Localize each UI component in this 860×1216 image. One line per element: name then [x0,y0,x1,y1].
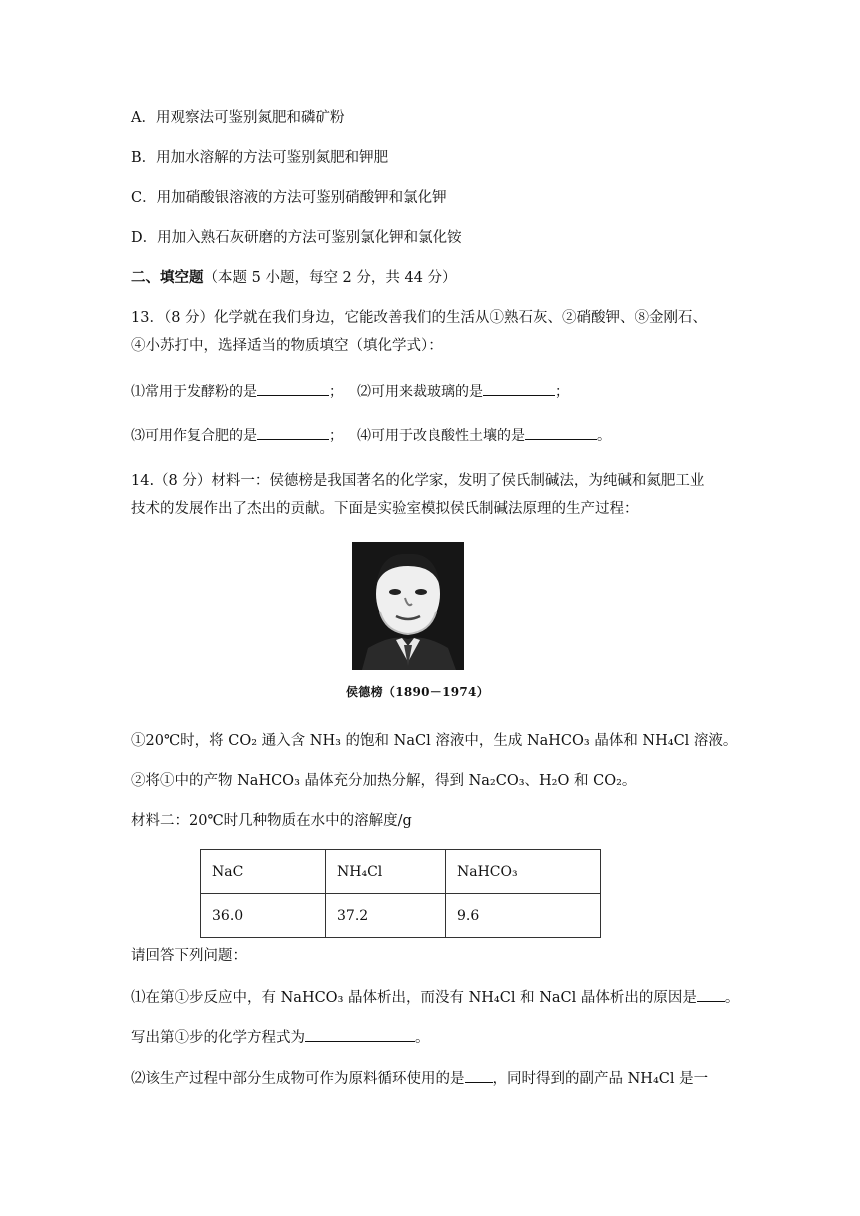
table-cell: 9.6 [446,894,601,938]
q13-answer-blank-2[interactable] [483,381,555,396]
table-header-cell: NaHCO₃ [446,850,601,894]
q14-prompt: 请回答下列问题： [131,948,247,964]
option-a: A．用观察法可鉴别氮肥和磷矿粉 [131,110,345,126]
q14-answer-blank-2[interactable] [305,1027,415,1042]
q14-sub2-continuation: ，同时得到的副产品 NH₄Cl 是一 [492,1071,709,1087]
q13-row2 [131,425,611,446]
q14-step-1: ①20℃时，将 CO₂ 通入含 NH₃ 的饱和 NaCl 溶液中，生成 NaHCO₃ 晶体和 NH₄Cl 溶液。 [131,733,738,749]
q14-sub1-line1 [131,987,739,1008]
portrait-photo [352,542,464,670]
q13-item4-text: ⑷可用于改良酸性土壤的是 [357,428,525,444]
table-header-row [201,850,601,894]
q13-row1 [131,381,569,402]
q14-period-1: 。 [724,990,740,1006]
table-header-cell: NH₄Cl [326,850,446,894]
q13-answer-blank-4[interactable] [525,425,597,440]
option-d: D．用加入熟石灰研磨的方法可鉴别氯化钾和氯化铵 [131,230,462,246]
table-header-cell: NaC [201,850,326,894]
q13-item2-text: ⑵可用来裁玻璃的是 [357,384,483,400]
table-cell: 36.0 [201,894,326,938]
q13-answer-blank-3[interactable] [257,425,329,440]
q13-period: 。 [597,428,611,444]
q14-sub1-text: ⑴在第①步反应中，有 NaHCO₃ 晶体析出，而没有 NH₄Cl 和 NaCl 晶体析出的原因是 [131,990,697,1006]
q13-semicolon-3: ； [329,428,343,444]
q13-answer-blank-1[interactable] [257,381,329,396]
q14-sub2-line1 [131,1068,708,1089]
q14-material-2: 材料二：20℃时几种物质在水中的溶解度/g [131,813,412,829]
q14-stem-line2: 技术的发展作出了杰出的贡献。下面是实验室模拟侯氏制碱法原理的生产过程： [131,501,639,517]
section-note: （本题 5 小题，每空 2 分，共 44 分） [203,270,457,286]
q13-item3-text: ⑶可用作复合肥的是 [131,428,257,444]
table-row [201,894,601,938]
q13-item1-text: ⑴常用于发酵粉的是 [131,384,257,400]
q14-equation-prompt: 写出第①步的化学方程式为 [131,1030,305,1046]
section-title: 二、填空题 [131,269,204,286]
q14-step-2: ②将①中的产物 NaHCO₃ 晶体充分加热分解，得到 Na₂CO₃、H₂O 和 CO₂。 [131,773,637,789]
q13-stem-line1: 13．（8 分）化学就在我们身边，它能改善我们的生活从①熟石灰、②硝酸钾、⑧金刚石、 [131,310,708,326]
q14-stem-line1: 14.（8 分）材料一：侯德榜是我国著名的化学家，发明了侯氏制碱法，为纯碱和氮肥工业 [131,473,705,489]
q13-semicolon-2: ； [555,384,569,400]
q14-answer-blank-3[interactable] [465,1068,493,1083]
section-heading [131,268,457,288]
q14-sub2-text: ⑵该生产过程中部分生成物可作为原料循环使用的是 [131,1071,465,1087]
solubility-table [200,849,601,938]
q14-sub1-line2 [131,1027,430,1048]
q14-period-2: 。 [415,1030,430,1046]
option-b: B．用加水溶解的方法可鉴别氮肥和钾肥 [131,150,389,166]
q14-answer-blank-1[interactable] [697,987,725,1002]
q13-stem-line2: ④小苏打中，选择适当的物质填空（填化学式）： [131,338,443,354]
portrait-caption: 侯德榜（1890－1974） [346,685,489,699]
q13-semicolon-1: ； [329,384,343,400]
option-c: C．用加硝酸银溶液的方法可鉴别硝酸钾和氯化钾 [131,190,447,206]
table-cell: 37.2 [326,894,446,938]
